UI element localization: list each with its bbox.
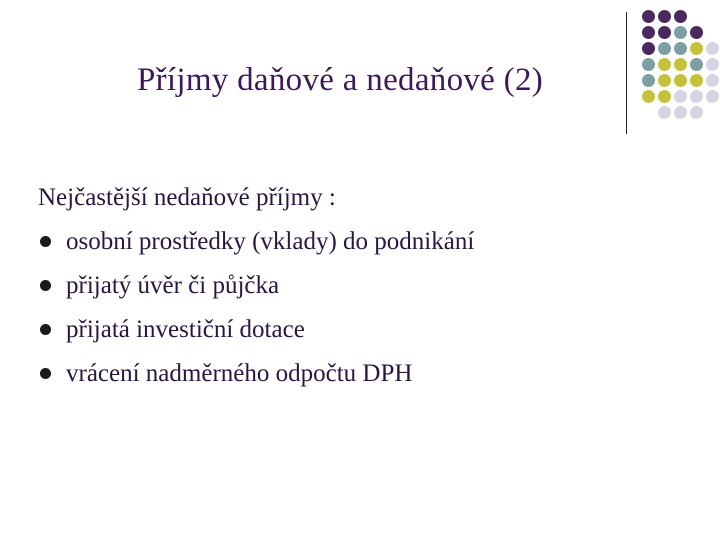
bullet-dot-icon	[40, 368, 51, 379]
dot	[706, 90, 719, 103]
dot	[642, 58, 655, 71]
bullet-item	[38, 352, 678, 396]
dot	[674, 10, 687, 23]
divider-line	[626, 12, 627, 134]
slide-body	[38, 176, 678, 396]
dot	[658, 58, 671, 71]
slide-title: Příjmy daňové a nedaňové (2)	[136, 62, 544, 98]
bullet-dot-icon	[40, 324, 51, 335]
dot	[674, 26, 687, 39]
dot	[674, 42, 687, 55]
dot	[706, 42, 719, 55]
dot	[658, 10, 671, 23]
dot	[690, 74, 703, 87]
dot	[658, 90, 671, 103]
bullet-text: přijatý úvěr či půjčka	[66, 272, 280, 299]
bullet-item	[38, 264, 678, 308]
dot	[674, 106, 687, 119]
decorative-dot-grid	[638, 10, 720, 140]
dot	[674, 90, 687, 103]
dot	[642, 42, 655, 55]
dot	[690, 26, 703, 39]
dot	[690, 42, 703, 55]
dot	[706, 58, 719, 71]
bullet-dot-icon	[40, 280, 51, 291]
dot	[674, 58, 687, 71]
dot	[674, 74, 687, 87]
dot	[658, 26, 671, 39]
bullet-list	[38, 220, 678, 396]
bullet-item	[38, 220, 678, 264]
dot	[642, 26, 655, 39]
bullet-text: osobní prostředky (vklady) do podnikání	[66, 228, 475, 255]
dot	[642, 74, 655, 87]
dot	[658, 106, 671, 119]
dot	[658, 42, 671, 55]
dot	[642, 90, 655, 103]
section-heading: Nejčastější nedaňové příjmy :	[38, 184, 336, 211]
dot	[690, 58, 703, 71]
bullet-text: přijatá investiční dotace	[66, 316, 305, 343]
dot	[690, 106, 703, 119]
dot	[642, 10, 655, 23]
bullet-dot-icon	[40, 236, 51, 247]
dot	[690, 90, 703, 103]
bullet-text: vrácení nadměrného odpočtu DPH	[66, 360, 413, 387]
dot	[706, 74, 719, 87]
bullet-item	[38, 308, 678, 352]
dot	[658, 74, 671, 87]
